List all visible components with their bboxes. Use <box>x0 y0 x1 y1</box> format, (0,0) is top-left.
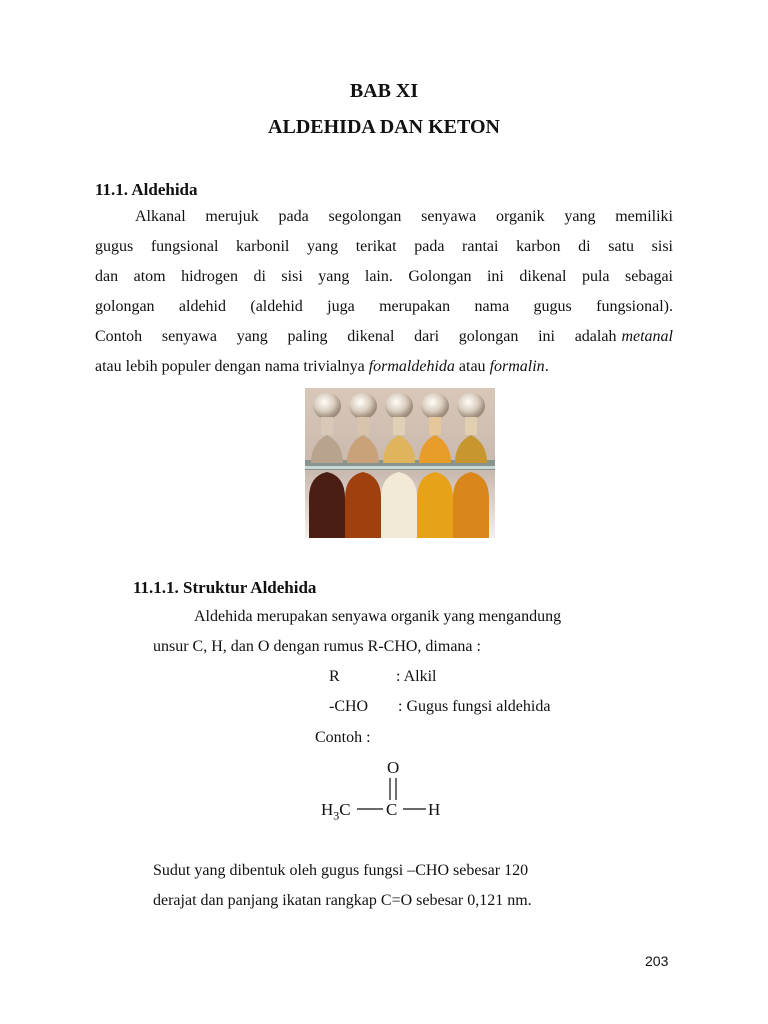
oxygen-atom: O <box>387 758 400 777</box>
paragraph-line-6-a: atau lebih populer dengan nama trivialnya <box>95 358 365 375</box>
paragraph-line-4: golongan aldehid (aldehid juga merupakan nama gugus fungsional). <box>95 298 673 315</box>
subsection-line-2: unsur C, H, dan O dengan rumus R-CHO, dimana : <box>153 638 481 655</box>
page-number: 203 <box>645 953 669 969</box>
def-term-r: R <box>329 668 340 685</box>
section-heading: 11.1. Aldehida <box>95 180 198 199</box>
chapter-label: BAB XI <box>349 80 419 102</box>
paragraph-line-6-end: . <box>544 358 549 375</box>
methyl-subscript: 3 <box>333 808 340 823</box>
paragraph-line-5-text: Contoh senyawa yang paling dikenal dari golongan ini adalah <box>95 328 617 345</box>
paragraph-line-5 <box>95 328 673 346</box>
chapter-title: ALDEHIDA DAN KETON <box>268 116 500 138</box>
def-desc-cho: : Gugus fungsi aldehida <box>398 698 551 715</box>
def-desc-r: : Alkil <box>396 668 437 685</box>
closing-line-1: Sudut yang dibentuk oleh gugus fungsi –CHO sebesar 120 <box>153 862 529 879</box>
paragraph-line-2: gugus fungsional karbonil yang terikat pada rantai karbon di satu sisi <box>95 238 673 255</box>
carbonyl-carbon: C <box>386 800 398 819</box>
acetaldehyde-structure <box>318 758 458 828</box>
subsection-heading: 11.1.1. Struktur Aldehida <box>133 578 317 597</box>
paragraph-line-6-b: atau <box>458 358 486 375</box>
closing-line-2: derajat dan panjang ikatan rangkap C=O sebesar 0,121 nm. <box>153 892 532 909</box>
def-term-cho: -CHO <box>329 698 369 715</box>
paragraph-line-1: Alkanal merujuk pada segolongan senyawa organik yang memiliki <box>135 208 673 225</box>
italic-formaldehida: formaldehida <box>368 358 455 375</box>
bottles-illustration <box>305 388 495 538</box>
aldehyde-bottles-photo <box>305 388 495 538</box>
methyl-group <box>321 800 351 823</box>
paragraph-line-6 <box>95 358 549 376</box>
methyl-c: C <box>339 800 351 819</box>
subsection-line-1: Aldehida merupakan senyawa organik yang mengandung <box>194 608 562 625</box>
italic-formalin: formalin <box>489 358 545 375</box>
methyl-h: H <box>321 800 334 819</box>
paragraph-line-3: dan atom hidrogen di sisi yang lain. Golongan ini dikenal pula sebagai <box>95 268 673 285</box>
aldehyde-hydrogen: H <box>428 800 441 819</box>
italic-metanal: metanal <box>621 328 673 345</box>
example-label: Contoh : <box>315 729 371 746</box>
